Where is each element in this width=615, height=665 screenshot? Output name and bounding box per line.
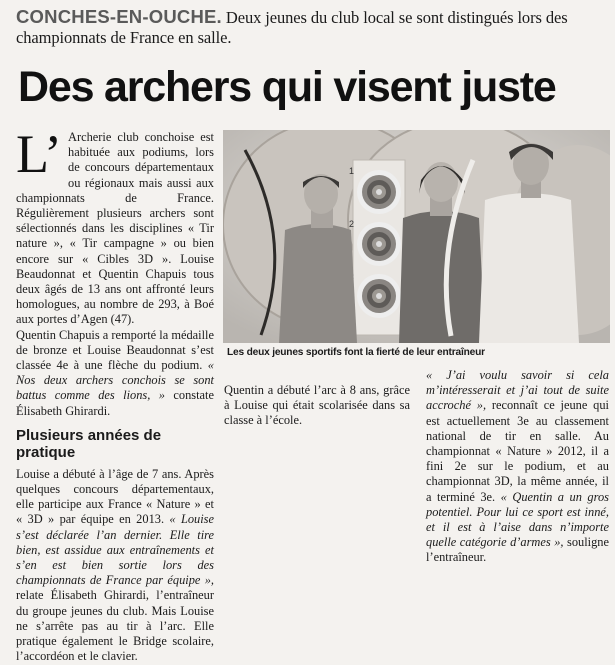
kicker-text: Deux jeunes du club local se sont distingués lors des championnats de France en salle. bbox=[16, 8, 568, 47]
article-headline: Des archers qui visent juste bbox=[18, 63, 556, 111]
target-number-1: 1 bbox=[349, 166, 355, 176]
paragraph-text: constate Élisabeth Ghirardi. bbox=[16, 388, 215, 418]
drop-cap: L’ bbox=[16, 124, 63, 184]
paragraph-text: Quentin Chapuis a remporté la médaille de bronze et Louise Beaudonnat s’est classée 4e à une flèche du podium. bbox=[16, 327, 214, 373]
target-face-3 bbox=[357, 274, 401, 318]
paragraph-text: souligne l’entraîneur. bbox=[426, 535, 609, 565]
article-paragraph-quentin-cont bbox=[426, 368, 609, 566]
article-kicker bbox=[16, 7, 608, 48]
paragraph-text: Archerie club conchoise est habituée aux podiums, lors de concours départementaux ou régionaux mais aussi aux championnats de France. Régulièrement plusieurs archers sont sélectionnés dans les disciplines « Tir nature », « Tir campagne » ou bien encore sur « Cibles 3D ». Louise Beaudonnat et Quentin Chapuis tous deux âgés de 13 ans ont affronté leurs homologues, au nombre de 293, à Boé aux portes d’Agen (47). bbox=[16, 130, 214, 327]
paragraph-text: Louise a débuté à l’âge de 7 ans. Après quelques concours départementaux, elle participe aux France « Nature » et « 3D » par équipe en 2013. bbox=[16, 466, 214, 527]
article-paragraph-louise bbox=[16, 467, 214, 665]
quote: « Louise s’est déclarée l’an dernier. Elle tire bien, est assidue aux entraînements et s’en est bien sortie lors des championnats de France par équipe », bbox=[16, 512, 214, 588]
article-paragraph-results bbox=[16, 328, 214, 419]
photo-illustration bbox=[223, 130, 610, 343]
quote: « Nos deux archers conchois se sont battus comme des lions, » bbox=[16, 358, 214, 403]
article-column-3 bbox=[426, 368, 609, 566]
kicker-location: CONCHES-EN-OUCHE. bbox=[16, 6, 222, 27]
archers-photo bbox=[223, 130, 610, 343]
photo-caption: Les deux jeunes sportifs font la fierté de leur entraîneur bbox=[227, 347, 485, 358]
article-paragraph-quentin bbox=[224, 383, 410, 429]
paragraph-text: reconnaît ce jeune qui est actuellement 3e au classement national de tir en salle. Au championnat « Nature » 2012, il a fini 2e sur le podium, et au championnat 3D, la même année, il a terminé 3e. bbox=[426, 398, 609, 504]
article-column-1 bbox=[16, 124, 215, 665]
article-paragraph-intro bbox=[16, 124, 214, 328]
target-face-2 bbox=[357, 222, 401, 266]
target-face-1 bbox=[357, 170, 401, 214]
target-number-2: 2 bbox=[349, 219, 355, 229]
paragraph-text: Quentin a débuté l’arc à 8 ans, grâce à Louise qui était scolarisée dans sa classe à l’école. bbox=[224, 383, 410, 428]
paragraph-text: relate Élisabeth Ghirardi, l’entraîneur du groupe jeunes du club. Mais Louise ne s’arrête pas au tir à l’arc. Elle pratique également le Bridge scolaire, l’accordéon et le clavier. bbox=[16, 588, 214, 664]
article-column-2 bbox=[224, 383, 410, 429]
quote: « J’ai voulu savoir si cela m’intéresserait et j’ai tout de suite accroché », bbox=[426, 368, 609, 413]
article-subheading: Plusieurs années de pratique bbox=[16, 426, 162, 461]
quote: « Quentin a un gros potentiel. Pour lui ce sport est inné, et il est à l’aise dans n’importe quelle catégorie d’armes », bbox=[426, 489, 609, 550]
